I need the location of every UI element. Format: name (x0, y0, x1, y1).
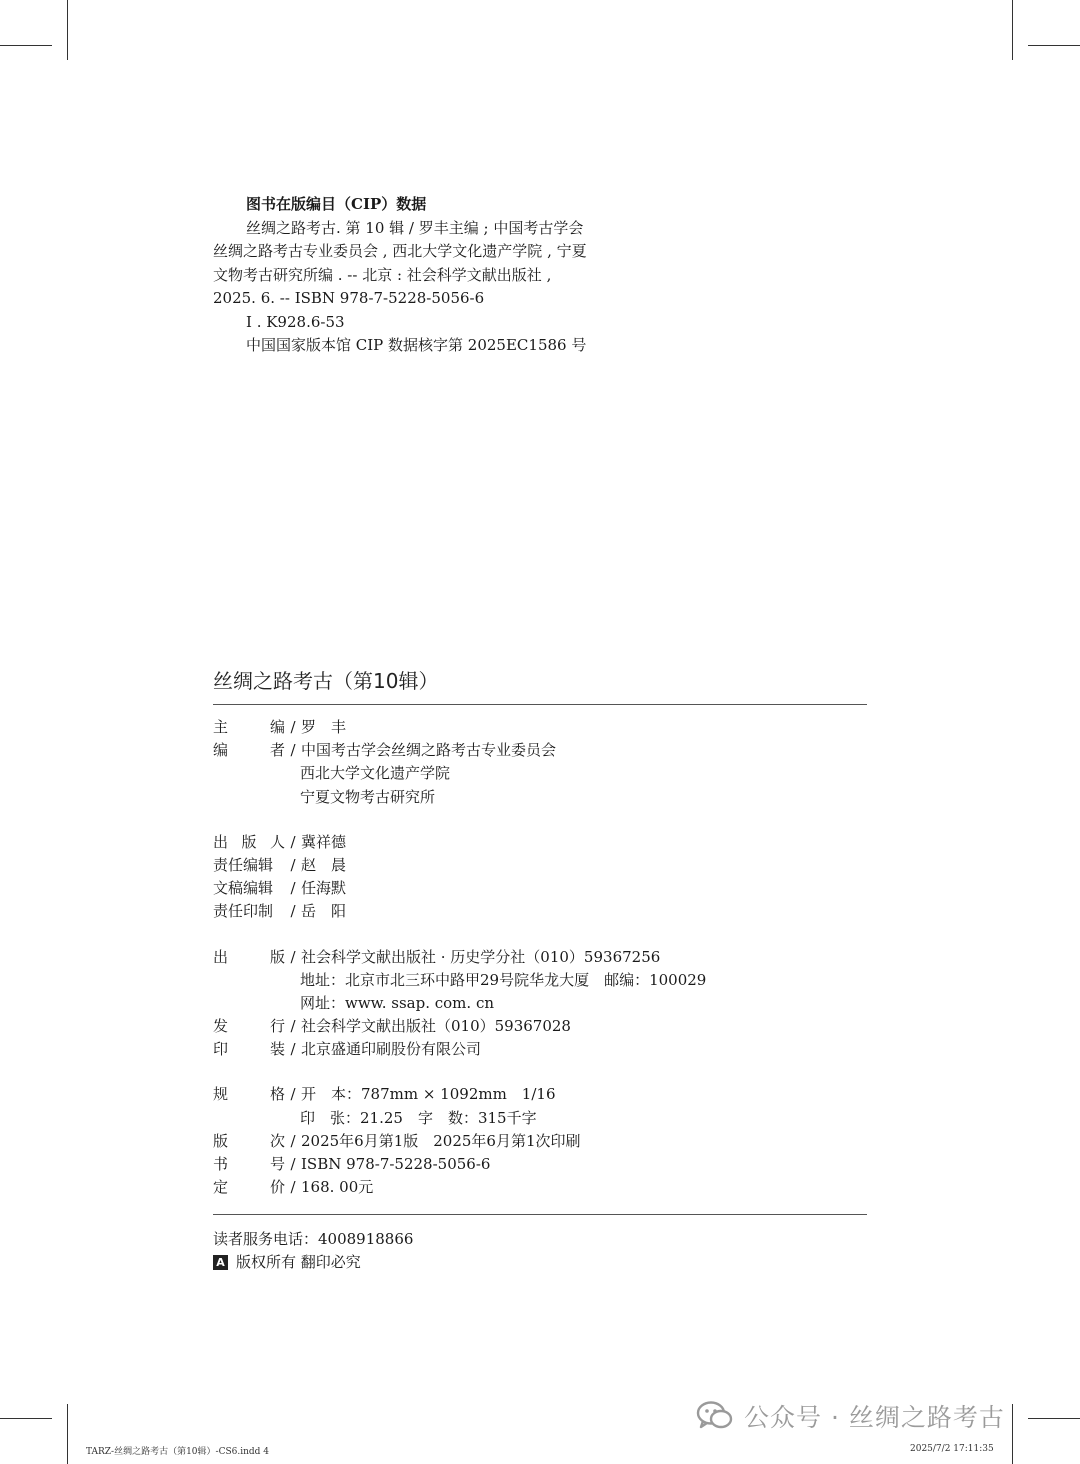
crop-mark-bottom-left-h (0, 1418, 52, 1419)
label-price: 定 价 (213, 1178, 285, 1197)
specs-format: 开 本：787mm × 1092mm 1/16 (301, 1085, 556, 1104)
cip-line: 文物考古研究所编 . -- 北京 : 社会科学文献出版社 , (213, 265, 552, 284)
specs-sheets: 印 张：21.25 字 数：315千字 (300, 1108, 537, 1127)
label-publisher-person: 出 版 人 (213, 832, 285, 851)
distribution-value: 社会科学文献出版社（010）59367028 (301, 1017, 571, 1036)
reader-hotline: 读者服务电话：4008918866 (213, 1230, 414, 1248)
ssap-logo-icon: A (213, 1255, 228, 1270)
publisher-address: 地址：北京市北三环中路甲29号院华龙大厦 邮编：100029 (300, 970, 707, 989)
row-printing: 印 装 / 北京盛通印刷股份有限公司 (213, 1038, 706, 1061)
crop-mark-top-left-h (0, 45, 52, 46)
responsible-editor-value: 赵 晨 (301, 855, 347, 874)
label-distribution: 发 行 (213, 1017, 285, 1036)
label-printing: 印 装 (213, 1040, 285, 1059)
label-print-manager: 责任印制 (213, 902, 274, 921)
watermark-text: 公众号 · 丝绸之路考古 (744, 1403, 1005, 1432)
crop-mark-bottom-right-h (1028, 1418, 1080, 1419)
edition-value: 2025年6月第1版 2025年6月第1次印刷 (301, 1131, 581, 1150)
label-publishing: 出 版 (213, 947, 285, 966)
publisher-person-value: 冀祥德 (301, 832, 347, 851)
row-print-manager: 责任印制 / 岳 阳 (213, 900, 706, 923)
rights-text: 版权所有 翻印必究 (236, 1253, 361, 1271)
row-publishing: 出 版 / 社会科学文献出版社 · 历史学分社（010）59367256 (213, 946, 706, 969)
row-chief-editor: 主 编 / 罗 丰 (213, 716, 706, 739)
row-copy-editor: 文稿编辑 / 任海默 (213, 877, 706, 900)
row-isbn: 书 号 / ISBN 978-7-5228-5056-6 (213, 1153, 706, 1176)
watermark (696, 1398, 1005, 1434)
label-isbn: 书 号 (213, 1155, 285, 1173)
crop-mark-top-right-h (1028, 45, 1080, 46)
cip-record: 中国国家版本馆 CIP 数据核字第 2025EC1586 号 (246, 336, 587, 354)
book-title: 丝绸之路考古（第10辑） (213, 669, 439, 693)
cip-line: 2025. 6. -- ISBN 978-7-5228-5056-6 (213, 289, 485, 307)
crop-mark-bottom-right-v (1012, 1404, 1013, 1464)
colophon (213, 716, 706, 1199)
slug-timestamp: 2025/7/2 17:11:35 (910, 1444, 994, 1454)
crop-mark-top-left-v (67, 0, 68, 60)
cip-block (213, 193, 587, 358)
row-responsible-editor: 责任编辑 / 赵 晨 (213, 854, 706, 877)
chief-editor-value: 罗 丰 (301, 718, 347, 736)
cip-line: 丝绸之路考古. 第 10 辑 / 罗丰主编 ; 中国考古学会 (246, 218, 584, 237)
editor-value: 西北大学文化遗产学院 (300, 764, 451, 783)
editor-value: 宁夏文物考古研究所 (300, 787, 436, 806)
price-value: 168. 00元 (301, 1178, 374, 1197)
crop-mark-top-right-v (1012, 0, 1013, 60)
print-manager-value: 岳 阳 (301, 902, 347, 921)
row-edition: 版 次 / 2025年6月第1版 2025年6月第1次印刷 (213, 1130, 706, 1153)
rights-line (213, 1251, 413, 1274)
crop-mark-bottom-left-v (67, 1404, 68, 1464)
row-publisher-person: 出 版 人 / 冀祥德 (213, 831, 706, 854)
label-editors: 编 者 (213, 741, 285, 760)
isbn-value: ISBN 978-7-5228-5056-6 (301, 1155, 491, 1173)
label-responsible-editor: 责任编辑 (213, 855, 274, 874)
cip-line: 丝绸之路考古专业委员会 , 西北大学文化遗产学院 , 宁夏 (213, 242, 587, 260)
colophon-footer (213, 1228, 413, 1274)
label-specs: 规 格 (213, 1085, 285, 1104)
editor-value: 中国考古学会丝绸之路考古专业委员会 (301, 741, 557, 760)
label-edition: 版 次 (213, 1131, 285, 1150)
label-copy-editor: 文稿编辑 (213, 879, 274, 898)
wechat-icon (696, 1400, 734, 1432)
cip-class-number: Ⅰ . K928.6-53 (246, 312, 345, 331)
copy-editor-value: 任海默 (301, 879, 347, 898)
row-price: 定 价 / 168. 00元 (213, 1176, 706, 1199)
slug-file: TARZ-丝绸之路考古（第10辑）-CS6.indd 4 (86, 1447, 269, 1457)
row-specs: 规 格 / 开 本：787mm × 1092mm 1/16 (213, 1083, 706, 1106)
title-rule (213, 704, 867, 705)
cip-heading: 图书在版编目（CIP）数据 (246, 195, 427, 213)
label-chief-editor: 主 编 (213, 718, 285, 736)
publishing-value: 社会科学文献出版社 · 历史学分社（010）59367256 (301, 947, 661, 966)
printing-value: 北京盛通印刷股份有限公司 (301, 1040, 482, 1059)
row-distribution: 发 行 / 社会科学文献出版社（010）59367028 (213, 1015, 706, 1038)
publisher-website: 网址：www. ssap. com. cn (300, 993, 495, 1012)
row-editors: 编 者 / 中国考古学会丝绸之路考古专业委员会 (213, 739, 706, 762)
footer-rule (213, 1214, 867, 1215)
